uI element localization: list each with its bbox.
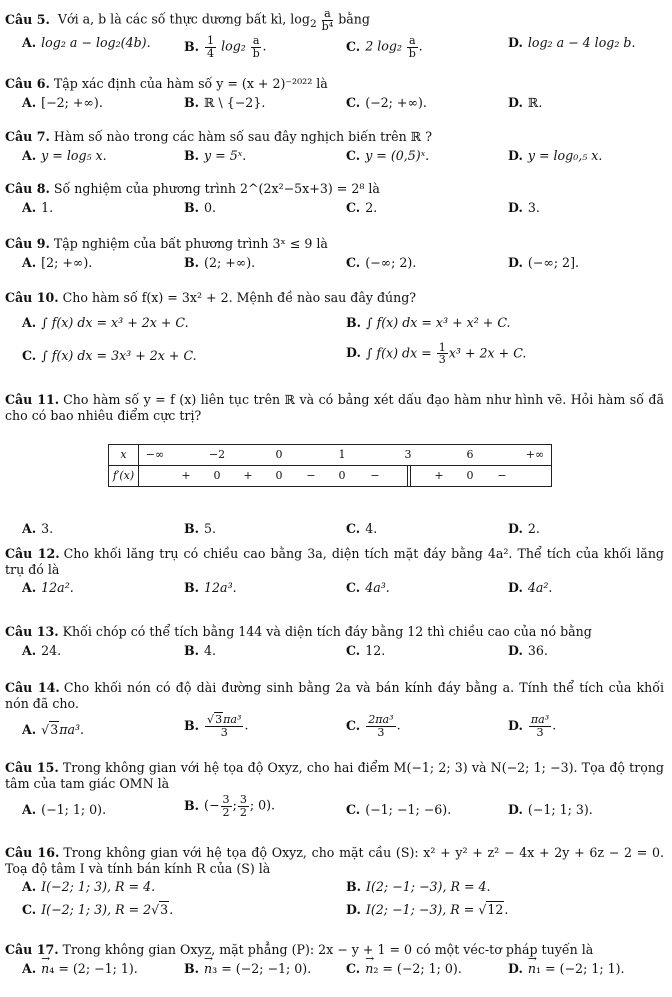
question-11: Câu 11. Cho hàm số y = f (x) liên tục trên ℝ và có bảng xét dấu đạo hàm như hình vẽ. Hỏi hàm số đã cho có bao nhiêu điểm cực trị?: [5, 392, 664, 423]
x-value: 6: [466, 448, 474, 461]
option-d[interactable]: D. 2.: [508, 521, 540, 536]
option-a[interactable]: A. I(−2; 1; 3), R = 4.: [22, 879, 156, 895]
option-a[interactable]: A. log₂ a − log₂(4b).: [22, 35, 151, 51]
option-a[interactable]: A. (−1; 1; 0).: [22, 802, 107, 818]
option-b[interactable]: B. (− $\frac{3}{2}$ ; $\frac{3}{2}$ ; 0).: [184, 793, 276, 820]
option-b[interactable]: B. y = 5ˣ.: [184, 147, 247, 163]
sign: +: [434, 469, 444, 482]
question-stem: Với a, b là các số thực dương bất kì, log: [57, 11, 310, 27]
option-c[interactable]: C. (−∞; 2).: [346, 254, 417, 270]
question-stem: Cho hàm số y = f (x) liên tục trên ℝ và có bảng xét dấu đạo hàm như hình vẽ. Hỏi hàm số đã cho có bao nhiêu điểm cực trị?: [5, 392, 664, 423]
option-a[interactable]: A. ∫ f(x) dx = x³ + 2x + C.: [22, 314, 189, 330]
question-stem: Hàm số nào trong các hàm số sau đây nghịch biến trên ℝ ?: [53, 129, 432, 144]
option-b[interactable]: B. ∫ f(x) dx = x³ + x² + C.: [346, 314, 511, 330]
option-b[interactable]: B. 5.: [184, 521, 217, 536]
option-d[interactable]: D. I(2; −1; −3), R = √12.: [346, 902, 509, 918]
option-d[interactable]: D. 4a².: [508, 580, 553, 596]
option-a[interactable]: A. 1.: [22, 199, 54, 215]
question-13: Câu 13. Khối chóp có thể tích bằng 144 và diện tích đáy bằng 12 thì chiều cao của nó bằng A. 24. B. 4. C. 12. D. 36.: [5, 624, 592, 658]
vector-n: → n: [204, 961, 212, 977]
question-14: Câu 14. Cho khối nón có độ dài đường sinh bằng 2a và bán kính đáy bằng a. Tính thể tích của khối nón đã cho. A. √3πa³. B. $\frac{\text{√3πa³}}{3}$ . C. $\frac{\text{2πa³}}{3}$ . D. $\frac{\text{πa³}}{3}$ .: [5, 680, 665, 740]
option-b[interactable]: B. $\frac{\text{√3πa³}}{3}$ .: [184, 713, 249, 740]
question-9: Câu 9. Tập nghiệm của bất phương trình 3ˣ ≤ 9 là A. [2; +∞). B. (2; +∞). C. (−∞; 2). D. (−∞; 2].: [5, 236, 579, 270]
option-b[interactable]: B. I(2; −1; −3), R = 4.: [346, 879, 491, 895]
option-c[interactable]: C. 2.: [346, 199, 378, 215]
question-17: Câu 17. Trong không gian Oxyz, mặt phẳng (P): 2x − y + 1 = 0 có một véc-tơ pháp tuyến là A.→ n₄ = (2; −1; 1). B.→ n₃ = (−2; −1; 0). C.→ n₂ = (−2; 1; 0). D.→ n₁ = (−2; 1; 1).: [5, 942, 664, 981]
option-c[interactable]: C. 2 log₂ $\frac{a}{b}$ .: [346, 34, 423, 60]
option-c[interactable]: C. I(−2; 1; 3), R = 2√3.: [22, 902, 174, 918]
option-b[interactable]: B. 0.: [184, 199, 217, 215]
question-5: Câu 5. Với a, b là các số thực dương bất kì, $\log_2$ $\frac{a}{\text{b⁴}}$ bằng A. log₂ a − log₂(4b). B. $\frac{1}{4}$ log₂ $\frac{a}{b}$ . C. 2 log₂ $\frac{a}{b}$ . D. log₂ a − 4 log₂ b.: [5, 7, 636, 60]
option-d[interactable]: D. (−1; 1; 3).: [508, 802, 593, 818]
sign: 0: [275, 469, 283, 482]
option-c[interactable]: C.→ n₂ = (−2; 1; 0).: [346, 961, 462, 977]
fraction: $\frac{a}{\text{b⁴}}$: [321, 7, 334, 33]
x-values-row: [139, 445, 551, 465]
option-d[interactable]: D.→ n₁ = (−2; 1; 1).: [508, 961, 625, 977]
sign: −: [370, 469, 380, 482]
option-d[interactable]: D. 3.: [508, 199, 540, 215]
option-a[interactable]: A. 24.: [22, 642, 62, 658]
question-stem: Trong không gian với hệ tọa độ Oxyz, cho mặt cầu (S): x² + y² + z² − 4x + 2y + 6z − 2 = 0. Toạ độ tâm I và tính bán kính R của (S) là: [5, 845, 664, 876]
vector-n: → n: [41, 961, 49, 977]
option-d[interactable]: D. ∫ f(x) dx = $\frac{1}{3}$ x³ + 2x + C.: [346, 340, 527, 367]
x-value: −2: [208, 448, 226, 461]
option-c[interactable]: C. $\frac{\text{2πa³}}{3}$ .: [346, 713, 401, 740]
option-a[interactable]: A. √3πa³.: [22, 722, 85, 738]
sign: +: [181, 469, 191, 482]
question-stem: Cho khối nón có độ dài đường sinh bằng 2a và bán kính đáy bằng a. Tính thể tích của khối nón đã cho.: [5, 680, 665, 711]
question-stem: Cho hàm số f(x) = 3x² + 2. Mệnh đề nào sau đây đúng?: [62, 290, 417, 305]
x-value: +∞: [525, 448, 545, 461]
x-value: −∞: [145, 448, 165, 461]
x-value: 1: [338, 448, 346, 461]
question-stem: Khối chóp có thể tích bằng 144 và diện tích đáy bằng 12 thì chiều cao của nó bằng: [62, 624, 592, 639]
option-d[interactable]: D. $\frac{\text{πa³}}{3}$ .: [508, 713, 557, 740]
question-6: Câu 6. Tập xác định của hàm số y = (x + 2)⁻²⁰²² là A. [−2; +∞). B. ℝ \ {−2}. C. (−2; +∞). D. ℝ.: [5, 76, 543, 110]
sign: 0: [213, 469, 221, 482]
option-a[interactable]: A.→ n₄ = (2; −1; 1).: [22, 961, 138, 977]
question-stem: Trong không gian với hệ tọa độ Oxyz, cho hai điểm M(−1; 2; 3) và N(−2; 1; −3). Tọa độ trọng tâm của tam giác OMN là: [5, 760, 664, 791]
question-8: Câu 8. Số nghiệm của phương trình 2^(2x²−5x+3) = 2⁸ là A. 1. B. 0. C. 2. D. 3.: [5, 181, 540, 215]
option-a[interactable]: A. [−2; +∞).: [22, 94, 103, 110]
question-stem: Tập nghiệm của bất phương trình 3ˣ ≤ 9 là: [53, 236, 328, 251]
option-c[interactable]: C. ∫ f(x) dx = 3x³ + 2x + C.: [22, 347, 197, 363]
option-b[interactable]: B. $\frac{1}{4}$ log₂ $\frac{a}{b}$ .: [184, 34, 267, 60]
option-b[interactable]: B.→ n₃ = (−2; −1; 0).: [184, 961, 311, 977]
option-c[interactable]: C. y = (0,5)ˣ.: [346, 147, 430, 163]
option-d[interactable]: D. (−∞; 2].: [508, 254, 579, 270]
option-d[interactable]: D. 36.: [508, 642, 548, 658]
sign: 0: [338, 469, 346, 482]
table-x-label: x: [109, 445, 139, 466]
sign: 0: [466, 469, 474, 482]
question-stem: Cho khối lăng trụ có chiều cao bằng 3a, diện tích mặt đáy bằng 4a². Thể tích của khối lăng trụ đó là: [5, 546, 664, 577]
sign: −: [306, 469, 316, 482]
sign: +: [243, 469, 253, 482]
question-15: Câu 15. Trong không gian với hệ tọa độ Oxyz, cho hai điểm M(−1; 2; 3) và N(−2; 1; −3). Tọa độ trọng tâm của tam giác OMN là A. (−1; 1; 0). B. (− $\frac{3}{2}$ ; $\frac{3}{2}$ ; 0). C. (−1; −1; −6). D. (−1; 1; 3).: [5, 760, 664, 820]
table-fprime-label: f′(x): [109, 466, 139, 487]
option-a[interactable]: A. [2; +∞).: [22, 254, 93, 270]
x-value: 3: [404, 448, 412, 461]
question-number: Câu 5.: [5, 11, 50, 27]
option-a[interactable]: A. y = log₅ x.: [22, 147, 107, 163]
vector-n: → n: [365, 961, 373, 977]
question-7: Câu 7. Hàm số nào trong các hàm số sau đây nghịch biến trên ℝ ? A. y = log₅ x. B. y = 5ˣ. C. y = (0,5)ˣ. D. y = log₀,₅ x.: [5, 129, 603, 163]
option-b[interactable]: B. 12a³.: [184, 580, 237, 596]
derivative-sign-table: [108, 444, 552, 487]
question-stem: Tập xác định của hàm số y = (x + 2)⁻²⁰²² là: [53, 76, 328, 91]
option-b[interactable]: B. ℝ \ {−2}.: [184, 94, 266, 110]
option-d[interactable]: D. ℝ.: [508, 94, 543, 110]
option-d[interactable]: D. log₂ a − 4 log₂ b.: [508, 35, 636, 51]
x-value: 0: [275, 448, 283, 461]
question-10: Câu 10. Cho hàm số f(x) = 3x² + 2. Mệnh đề nào sau đây đúng? A. ∫ f(x) dx = x³ + 2x + C. B. ∫ f(x) dx = x³ + x² + C. C. ∫ f(x) dx = 3x³ + 2x + C. D. ∫ f(x) dx = $\frac{1}{3}$ x³ + 2x + C.: [5, 290, 527, 367]
option-c[interactable]: C. (−2; +∞).: [346, 94, 427, 110]
option-a[interactable]: A. 3.: [22, 521, 54, 536]
option-c[interactable]: C. 12.: [346, 642, 386, 658]
sign-row: [139, 466, 551, 486]
option-c[interactable]: C. (−1; −1; −6).: [346, 802, 452, 818]
question-stem: Trong không gian Oxyz, mặt phẳng (P): 2x − y + 1 = 0 có một véc-tơ pháp tuyến là: [62, 942, 594, 957]
vector-n: → n: [528, 961, 536, 977]
option-b[interactable]: B. 4.: [184, 642, 217, 658]
sign: −: [497, 469, 507, 482]
question-16: Câu 16. Trong không gian với hệ tọa độ Oxyz, cho mặt cầu (S): x² + y² + z² − 4x + 2y + 6z − 2 = 0. Toạ độ tâm I và tính bán kính R của (S) là A. I(−2; 1; 3), R = 4. B. I(2; −1; −3), R = 4. C. I(−2; 1; 3), R = 2√3. D. I(2; −1; −3), R = √12.: [5, 845, 664, 918]
question-12: Câu 12. Cho khối lăng trụ có chiều cao bằng 3a, diện tích mặt đáy bằng 4a². Thể tích của khối lăng trụ đó là A. 12a². B. 12a³. C. 4a³. D. 4a².: [5, 546, 664, 596]
option-d[interactable]: D. y = log₀,₅ x.: [508, 147, 603, 163]
option-c[interactable]: C. 4a³.: [346, 580, 390, 596]
undefined-marker: [407, 466, 411, 486]
option-b[interactable]: B. (2; +∞).: [184, 254, 256, 270]
option-c[interactable]: C. 4.: [346, 521, 378, 536]
option-a[interactable]: A. 12a².: [22, 580, 74, 596]
question-stem: Số nghiệm của phương trình 2^(2x²−5x+3) = 2⁸ là: [53, 181, 380, 196]
